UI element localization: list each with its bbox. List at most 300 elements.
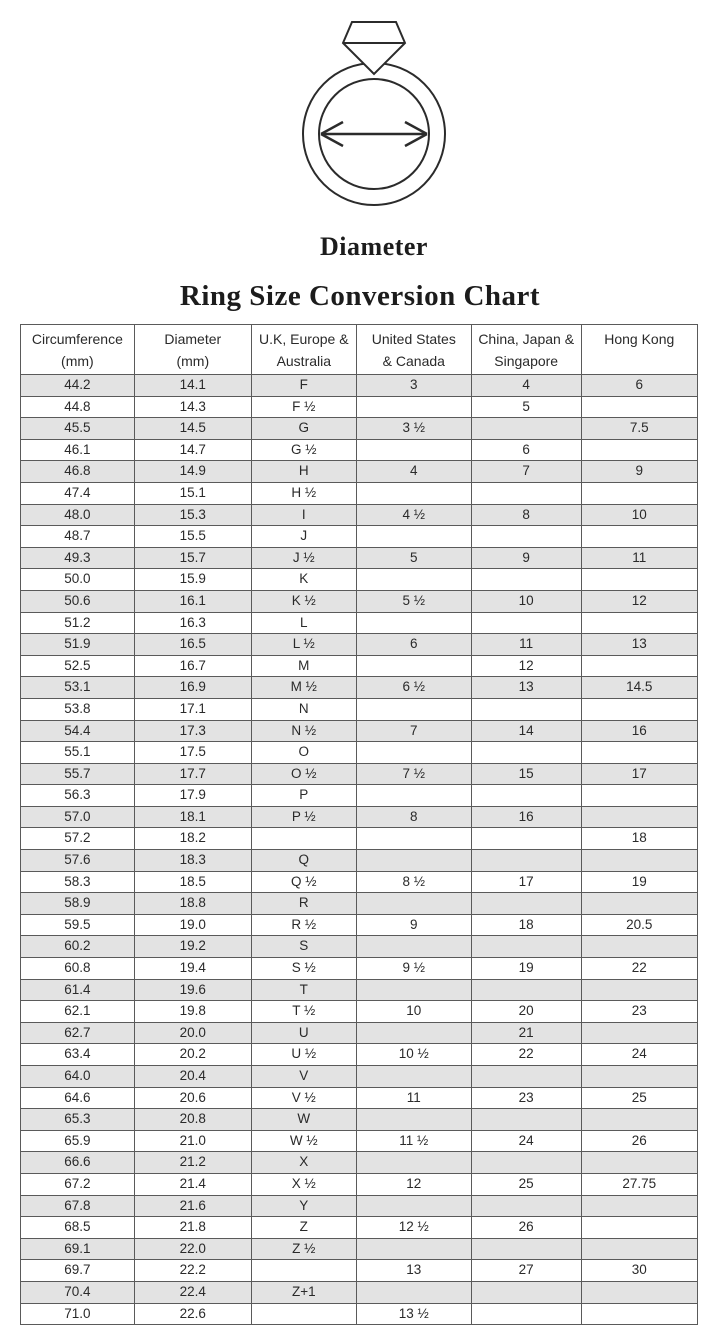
table-cell (251, 828, 356, 850)
table-cell: M ½ (251, 677, 356, 699)
table-cell: 10 ½ (356, 1044, 471, 1066)
table-cell: 17 (581, 763, 697, 785)
table-row (21, 634, 698, 656)
table-cell: 6 (581, 375, 697, 397)
table-cell: Q (251, 850, 356, 872)
table-cell: 13 (471, 677, 581, 699)
table-cell: 65.3 (21, 1109, 135, 1131)
table-cell: 17.7 (134, 763, 251, 785)
table-cell: V ½ (251, 1087, 356, 1109)
table-cell: 46.8 (21, 461, 135, 483)
table-cell: H (251, 461, 356, 483)
table-cell: K ½ (251, 590, 356, 612)
table-cell: 12 ½ (356, 1217, 471, 1239)
table-cell: 69.1 (21, 1238, 135, 1260)
table-cell: 24 (581, 1044, 697, 1066)
table-cell: 6 ½ (356, 677, 471, 699)
table-cell: 19.2 (134, 936, 251, 958)
table-cell (581, 569, 697, 591)
table-cell: 16.9 (134, 677, 251, 699)
table-cell (471, 893, 581, 915)
table-body (21, 375, 698, 1325)
table-cell: 22.6 (134, 1303, 251, 1325)
table-row (21, 1109, 698, 1131)
table-cell: 20.4 (134, 1066, 251, 1088)
table-cell: 13 ½ (356, 1303, 471, 1325)
table-cell (471, 698, 581, 720)
table-row (21, 396, 698, 418)
table-cell: 14.5 (581, 677, 697, 699)
table-cell: 65.9 (21, 1130, 135, 1152)
table-cell: 15.1 (134, 482, 251, 504)
table-cell: 12 (581, 590, 697, 612)
table-cell (356, 742, 471, 764)
table-cell: I (251, 504, 356, 526)
table-cell: 66.6 (21, 1152, 135, 1174)
table-cell (251, 1303, 356, 1325)
table-cell: 18.1 (134, 806, 251, 828)
table-cell: 44.8 (21, 396, 135, 418)
table-cell: 12 (356, 1173, 471, 1195)
table-row (21, 871, 698, 893)
table-cell: R ½ (251, 914, 356, 936)
table-cell (581, 1022, 697, 1044)
table-row (21, 1217, 698, 1239)
table-cell: 5 (471, 396, 581, 418)
table-cell: R (251, 893, 356, 915)
table-row (21, 806, 698, 828)
table-cell: 20.6 (134, 1087, 251, 1109)
table-cell (356, 828, 471, 850)
table-cell (471, 1303, 581, 1325)
table-cell: 18 (471, 914, 581, 936)
table-cell: 71.0 (21, 1303, 135, 1325)
table-row (21, 1087, 698, 1109)
table-cell: U ½ (251, 1044, 356, 1066)
table-cell (581, 396, 697, 418)
table-cell: 8 (356, 806, 471, 828)
table-cell: 67.2 (21, 1173, 135, 1195)
table-cell (356, 850, 471, 872)
table-row (21, 742, 698, 764)
table-cell: 67.8 (21, 1195, 135, 1217)
table-cell (581, 850, 697, 872)
table-cell: 10 (471, 590, 581, 612)
table-cell: 9 (581, 461, 697, 483)
table-cell: 6 (471, 439, 581, 461)
table-cell: 20 (471, 1001, 581, 1023)
table-row (21, 1152, 698, 1174)
table-cell: 11 (581, 547, 697, 569)
table-cell (581, 936, 697, 958)
table-row (21, 612, 698, 634)
table-cell: T (251, 979, 356, 1001)
table-cell: 20.8 (134, 1109, 251, 1131)
table-row (21, 1195, 698, 1217)
table-cell (581, 979, 697, 1001)
table-cell: 9 ½ (356, 958, 471, 980)
table-cell: J ½ (251, 547, 356, 569)
table-cell: 64.0 (21, 1066, 135, 1088)
table-cell: P ½ (251, 806, 356, 828)
table-cell: 8 ½ (356, 871, 471, 893)
table-row (21, 828, 698, 850)
table-cell: 15.9 (134, 569, 251, 591)
table-row (21, 1022, 698, 1044)
table-cell: 19 (471, 958, 581, 980)
page-title: Ring Size Conversion Chart (179, 280, 541, 312)
table-cell (356, 698, 471, 720)
table-cell: 3 ½ (356, 418, 471, 440)
table-cell: 21.8 (134, 1217, 251, 1239)
table-cell: 22 (581, 958, 697, 980)
table-cell (356, 785, 471, 807)
table-cell: 3 (356, 375, 471, 397)
table-cell: 55.7 (21, 763, 135, 785)
table-cell: 4 (471, 375, 581, 397)
table-cell: P (251, 785, 356, 807)
table-cell: 21.0 (134, 1130, 251, 1152)
table-cell: V (251, 1066, 356, 1088)
table-cell (471, 785, 581, 807)
table-cell: 25 (471, 1173, 581, 1195)
table-cell (581, 1066, 697, 1088)
ring-size-conversion-table (20, 324, 698, 1325)
table-row (21, 850, 698, 872)
table-cell (471, 418, 581, 440)
table-cell: 21 (471, 1022, 581, 1044)
table-cell: 9 (471, 547, 581, 569)
table-cell (581, 1238, 697, 1260)
table-row (21, 655, 698, 677)
table-cell (356, 1022, 471, 1044)
table-cell: 48.7 (21, 526, 135, 548)
table-cell (581, 742, 697, 764)
table-cell: 25 (581, 1087, 697, 1109)
table-cell: 21.2 (134, 1152, 251, 1174)
table-cell: G ½ (251, 439, 356, 461)
table-cell: 18 (581, 828, 697, 850)
table-cell (581, 806, 697, 828)
table-cell (581, 1281, 697, 1303)
table-cell (581, 893, 697, 915)
table-row (21, 936, 698, 958)
table-cell: H ½ (251, 482, 356, 504)
table-cell: 14.5 (134, 418, 251, 440)
table-cell (471, 1066, 581, 1088)
table-cell: 16.3 (134, 612, 251, 634)
table-cell: 30 (581, 1260, 697, 1282)
table-cell: 15 (471, 763, 581, 785)
table-cell (471, 482, 581, 504)
table-cell: N ½ (251, 720, 356, 742)
table-cell: 22.2 (134, 1260, 251, 1282)
table-cell: 5 (356, 547, 471, 569)
table-cell: 54.4 (21, 720, 135, 742)
table-cell: 69.7 (21, 1260, 135, 1282)
table-cell (356, 612, 471, 634)
table-row (21, 547, 698, 569)
table-cell (471, 526, 581, 548)
table-cell: 19 (581, 871, 697, 893)
table-row (21, 439, 698, 461)
diamond-ring-diameter-icon (294, 14, 454, 210)
table-cell (471, 979, 581, 1001)
table-row (21, 1238, 698, 1260)
table-cell: 45.5 (21, 418, 135, 440)
table-cell: 11 (471, 634, 581, 656)
table-cell (471, 612, 581, 634)
table-cell (581, 1303, 697, 1325)
table-cell: 19.0 (134, 914, 251, 936)
table-cell: 15.5 (134, 526, 251, 548)
table-cell: 18.2 (134, 828, 251, 850)
table-cell: Y (251, 1195, 356, 1217)
table-cell: 22.0 (134, 1238, 251, 1260)
table-cell: 16.1 (134, 590, 251, 612)
table-cell: O ½ (251, 763, 356, 785)
table-cell: 68.5 (21, 1217, 135, 1239)
table-cell: G (251, 418, 356, 440)
table-cell: 51.2 (21, 612, 135, 634)
table-cell: 21.6 (134, 1195, 251, 1217)
table-cell (356, 1152, 471, 1174)
table-cell: X ½ (251, 1173, 356, 1195)
table-cell: 17 (471, 871, 581, 893)
table-cell: 58.3 (21, 871, 135, 893)
table-cell (356, 569, 471, 591)
table-cell: 60.2 (21, 936, 135, 958)
table-cell: 18.3 (134, 850, 251, 872)
table-row (21, 461, 698, 483)
table-cell: 18.5 (134, 871, 251, 893)
table-cell: 5 ½ (356, 590, 471, 612)
table-cell: 14.7 (134, 439, 251, 461)
table-cell: 14.9 (134, 461, 251, 483)
header-row (21, 325, 698, 375)
table-cell (471, 569, 581, 591)
table-cell: 57.2 (21, 828, 135, 850)
table-row (21, 418, 698, 440)
table-row (21, 590, 698, 612)
table-cell (581, 612, 697, 634)
table-row (21, 1303, 698, 1325)
table-row (21, 893, 698, 915)
table-cell: 14 (471, 720, 581, 742)
table-row (21, 1173, 698, 1195)
table-cell (356, 979, 471, 1001)
table-cell: 27.75 (581, 1173, 697, 1195)
table-row (21, 1130, 698, 1152)
table-row (21, 569, 698, 591)
table-cell: 23 (471, 1087, 581, 1109)
table-cell: 22.4 (134, 1281, 251, 1303)
table-cell: 12 (471, 655, 581, 677)
table-cell (581, 1195, 697, 1217)
table-cell: 57.6 (21, 850, 135, 872)
diameter-caption: Diameter (320, 232, 428, 261)
table-cell: 4 ½ (356, 504, 471, 526)
table-row (21, 482, 698, 504)
table-cell: 15.3 (134, 504, 251, 526)
table-cell: L ½ (251, 634, 356, 656)
table-cell: 13 (356, 1260, 471, 1282)
table-cell (471, 742, 581, 764)
table-cell: S (251, 936, 356, 958)
table-cell: 17.5 (134, 742, 251, 764)
table-row (21, 958, 698, 980)
table-row (21, 979, 698, 1001)
column-header-3: U.K, Europe & Australia (251, 325, 356, 375)
table-cell: 60.8 (21, 958, 135, 980)
table-cell: Z (251, 1217, 356, 1239)
table-cell (581, 655, 697, 677)
table-row (21, 526, 698, 548)
table-cell: L (251, 612, 356, 634)
table-cell (471, 1281, 581, 1303)
table-cell: N (251, 698, 356, 720)
table-cell: 62.7 (21, 1022, 135, 1044)
column-header-2: Diameter (mm) (134, 325, 251, 375)
table-cell: 19.8 (134, 1001, 251, 1023)
table-cell: X (251, 1152, 356, 1174)
table-cell: 51.9 (21, 634, 135, 656)
table-cell: M (251, 655, 356, 677)
table-cell (356, 893, 471, 915)
table-cell (581, 698, 697, 720)
table-cell: 20.2 (134, 1044, 251, 1066)
table-cell (356, 655, 471, 677)
table-cell: F ½ (251, 396, 356, 418)
table-cell (581, 1109, 697, 1131)
table-row (21, 785, 698, 807)
table-cell: 20.5 (581, 914, 697, 936)
table-row (21, 698, 698, 720)
table-cell: 7 (356, 720, 471, 742)
table-row (21, 1066, 698, 1088)
table-row (21, 1001, 698, 1023)
table-cell: 9 (356, 914, 471, 936)
table-cell: 26 (581, 1130, 697, 1152)
table-cell: 56.3 (21, 785, 135, 807)
table-cell (581, 785, 697, 807)
table-cell: 52.5 (21, 655, 135, 677)
table-cell: 70.4 (21, 1281, 135, 1303)
table-cell (356, 1109, 471, 1131)
table-cell: 11 (356, 1087, 471, 1109)
table-cell: 7 (471, 461, 581, 483)
table-cell (471, 1238, 581, 1260)
column-header-5: China, Japan & Singapore (471, 325, 581, 375)
table-cell: 22 (471, 1044, 581, 1066)
table-cell: 17.3 (134, 720, 251, 742)
diameter-arrow-icon (321, 122, 427, 146)
column-header-6: Hong Kong (581, 325, 697, 375)
table-cell: 50.0 (21, 569, 135, 591)
column-header-1: Circumference (mm) (21, 325, 135, 375)
table-row (21, 763, 698, 785)
table-cell: 4 (356, 461, 471, 483)
table-cell: 49.3 (21, 547, 135, 569)
table-cell (581, 526, 697, 548)
table-cell (581, 1217, 697, 1239)
table-cell: 16.7 (134, 655, 251, 677)
table-cell: 24 (471, 1130, 581, 1152)
table-cell: 46.1 (21, 439, 135, 461)
table-cell: S ½ (251, 958, 356, 980)
column-header-4: United States & Canada (356, 325, 471, 375)
table-cell: 16 (471, 806, 581, 828)
table-cell: 53.1 (21, 677, 135, 699)
table-cell (356, 482, 471, 504)
table-cell: 6 (356, 634, 471, 656)
table-cell: 16.5 (134, 634, 251, 656)
table-cell (356, 936, 471, 958)
table-cell (356, 526, 471, 548)
table-cell: 63.4 (21, 1044, 135, 1066)
table-cell: 11 ½ (356, 1130, 471, 1152)
table-cell (356, 1066, 471, 1088)
table-cell: 10 (356, 1001, 471, 1023)
table-cell: 7.5 (581, 418, 697, 440)
table-cell (471, 1195, 581, 1217)
table-cell: 19.4 (134, 958, 251, 980)
table-row (21, 720, 698, 742)
table-cell (356, 1195, 471, 1217)
table-cell: U (251, 1022, 356, 1044)
table-cell: 14.3 (134, 396, 251, 418)
table-cell (581, 439, 697, 461)
table-row (21, 677, 698, 699)
table-cell: 57.0 (21, 806, 135, 828)
table-cell: 7 ½ (356, 763, 471, 785)
table-cell (356, 396, 471, 418)
table-cell: 27 (471, 1260, 581, 1282)
table-cell: 47.4 (21, 482, 135, 504)
table-cell: 48.0 (21, 504, 135, 526)
table-cell: 58.9 (21, 893, 135, 915)
table-row (21, 375, 698, 397)
table-cell: 59.5 (21, 914, 135, 936)
table-cell: W (251, 1109, 356, 1131)
table-cell: 50.6 (21, 590, 135, 612)
table-cell (471, 850, 581, 872)
table-cell: Z ½ (251, 1238, 356, 1260)
table-cell (356, 439, 471, 461)
table-cell: 14.1 (134, 375, 251, 397)
table-cell: F (251, 375, 356, 397)
table-cell (471, 1152, 581, 1174)
table-cell: 10 (581, 504, 697, 526)
table-cell (356, 1281, 471, 1303)
table-cell: T ½ (251, 1001, 356, 1023)
table-cell: 19.6 (134, 979, 251, 1001)
table-cell: 61.4 (21, 979, 135, 1001)
table-cell (471, 1109, 581, 1131)
table-cell: 44.2 (21, 375, 135, 397)
table-cell (581, 482, 697, 504)
table-cell: K (251, 569, 356, 591)
table-cell: Q ½ (251, 871, 356, 893)
table-cell: 17.1 (134, 698, 251, 720)
table-cell: 21.4 (134, 1173, 251, 1195)
table-header (21, 325, 698, 375)
table-cell: 53.8 (21, 698, 135, 720)
table-cell: 17.9 (134, 785, 251, 807)
table-cell: 64.6 (21, 1087, 135, 1109)
table-cell: 16 (581, 720, 697, 742)
table-cell: O (251, 742, 356, 764)
